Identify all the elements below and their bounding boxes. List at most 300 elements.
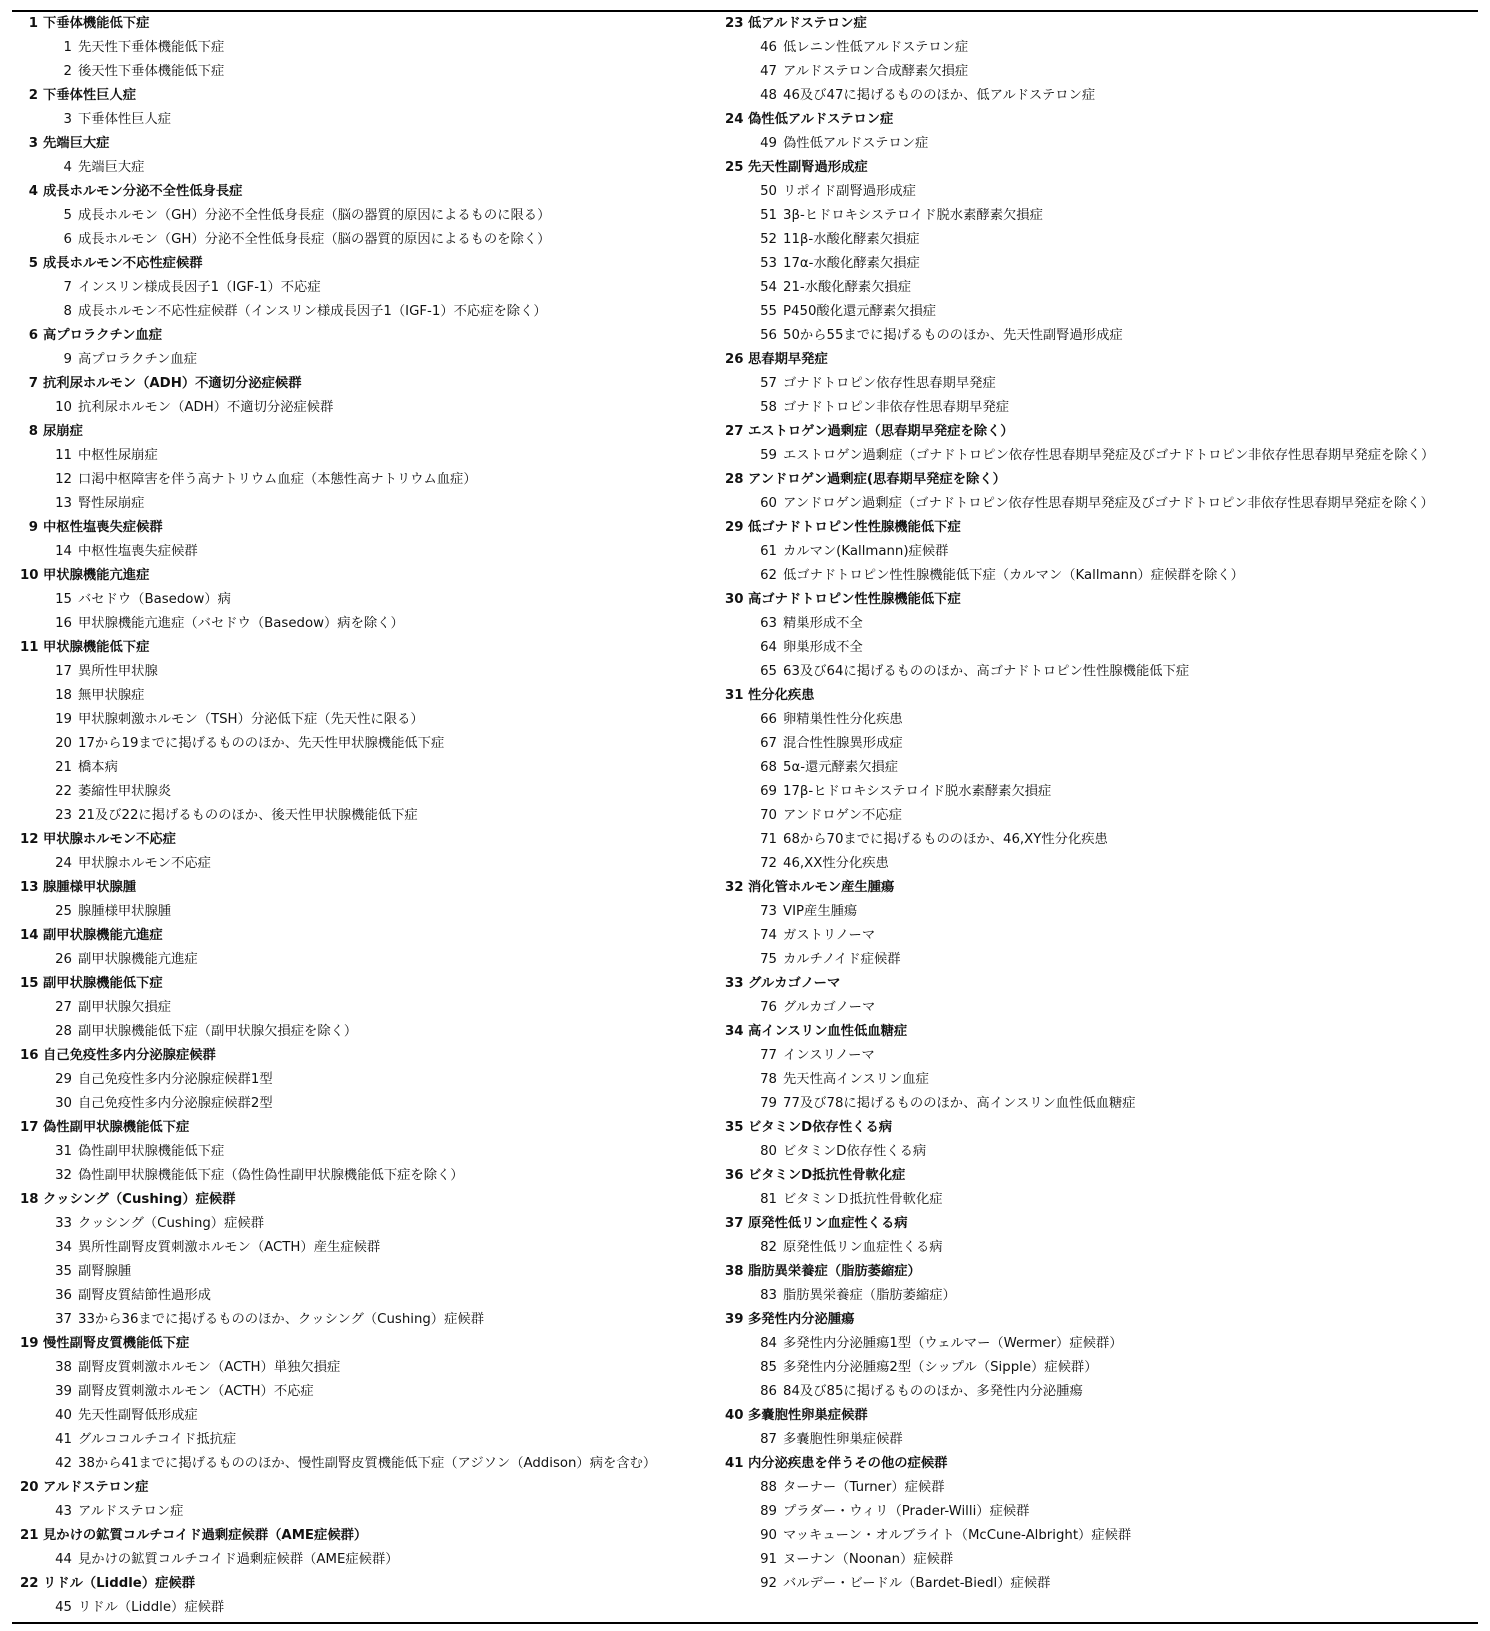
category-heading [725,108,1485,132]
category-heading [725,588,1485,612]
disease-item [20,660,720,684]
disease-name: 成長ホルモン不応性症候群（インスリン様成長因子1（IGF-1）不応症を除く） [78,304,547,319]
disease-number: 57 [760,376,777,391]
disease-number: 69 [760,784,777,799]
category-heading [20,1044,720,1068]
disease-name: 原発性低リン血症性くる病 [783,1240,943,1255]
disease-name: 84及び85に掲げるもののほか、多発性内分泌腫瘍 [783,1384,1083,1399]
disease-number: 77 [760,1048,777,1063]
category-heading [725,684,1485,708]
disease-number: 87 [760,1432,777,1447]
disease-name: 3β-ヒドロキシステロイド脱水素酵素欠損症 [783,208,1043,223]
disease-item [725,372,1485,396]
disease-item [20,1356,720,1380]
category-name: 抗利尿ホルモン（ADH）不適切分泌症候群 [43,376,302,391]
disease-number: 3 [63,112,72,127]
disease-number: 47 [760,64,777,79]
disease-number: 50 [760,184,777,199]
category-name: 成長ホルモン不応性症候群 [43,256,203,271]
category-name: 先天性副腎過形成症 [748,160,868,175]
category-name: クッシング（Cushing）症候群 [43,1192,236,1207]
disease-item [20,1308,720,1332]
disease-name: 低レニン性低アルドステロン症 [783,40,969,55]
disease-name: インスリノーマ [783,1048,875,1063]
disease-number: 55 [760,304,777,319]
category-number: 1 [28,16,38,31]
disease-item [20,156,720,180]
disease-item [20,348,720,372]
disease-item [725,1284,1485,1308]
disease-number: 39 [55,1384,72,1399]
disease-number: 5 [63,208,72,223]
disease-number: 74 [760,928,777,943]
category-name: 高プロラクチン血症 [43,328,163,343]
disease-item [20,684,720,708]
disease-number: 18 [55,688,72,703]
disease-name: 副腎皮質刺激ホルモン（ACTH）不応症 [78,1384,314,1399]
disease-name: 77及び78に掲げるもののほか、高インスリン血性低血糖症 [783,1096,1136,1111]
disease-name: グルカゴノーマ [783,1000,876,1015]
disease-number: 61 [760,544,777,559]
category-number: 34 [725,1024,744,1039]
category-heading [725,1452,1485,1476]
category-name: 低ゴナドトロピン性性腺機能低下症 [748,520,961,535]
disease-name: アンドロゲン不応症 [783,808,902,823]
category-heading [725,1116,1485,1140]
disease-number: 92 [760,1576,777,1591]
disease-number: 8 [63,304,72,319]
disease-number: 46 [760,40,777,55]
category-heading [725,12,1485,36]
disease-item [20,1380,720,1404]
category-heading [20,252,720,276]
disease-name: カルマン(Kallmann)症候群 [783,544,949,559]
disease-name: 後天性下垂体機能低下症 [78,64,225,79]
disease-name: 多発性内分泌腫瘍1型（ウェルマー（Wermer）症候群） [783,1336,1123,1351]
disease-item [725,1356,1485,1380]
category-heading [20,420,720,444]
disease-item [20,1068,720,1092]
disease-number: 16 [55,616,72,631]
category-number: 17 [20,1120,39,1135]
category-heading [725,1404,1485,1428]
category-number: 3 [28,136,38,151]
disease-item [20,804,720,828]
category-name: 性分化疾患 [748,688,815,703]
disease-item [20,276,720,300]
disease-item [20,228,720,252]
disease-item [20,60,720,84]
category-name: エストロゲン過剰症（思春期早発症を除く） [748,424,1014,439]
disease-item [725,780,1485,804]
disease-name: ヌーナン（Noonan）症候群 [783,1552,954,1567]
category-number: 33 [725,976,744,991]
disease-number: 27 [55,1000,72,1015]
disease-number: 42 [55,1456,72,1471]
right-column [725,12,1485,1596]
disease-item [725,1140,1485,1164]
disease-number: 48 [760,88,777,103]
category-heading [725,1308,1485,1332]
disease-name: 38から41までに掲げるもののほか、慢性副腎皮質機能低下症（アジソン（Addison）病を含む） [78,1456,657,1471]
disease-name: 先端巨大症 [78,160,145,175]
disease-item [20,1092,720,1116]
category-name: 下垂体性巨人症 [43,88,137,103]
disease-number: 84 [760,1336,777,1351]
disease-name: 橋本病 [78,760,118,775]
disease-number: 51 [760,208,777,223]
disease-number: 66 [760,712,777,727]
category-name: 偽性低アルドステロン症 [748,112,894,127]
disease-item [725,732,1485,756]
category-name: ビタミンD依存性くる病 [748,1120,893,1135]
category-heading [20,636,720,660]
category-name: 成長ホルモン分泌不全性低身長症 [43,184,243,199]
disease-name: クッシング（Cushing）症候群 [78,1216,264,1231]
disease-number: 19 [55,712,72,727]
disease-name: 11β-水酸化酵素欠損症 [783,232,920,247]
category-number: 9 [28,520,38,535]
disease-item [725,1500,1485,1524]
disease-name: 68から70までに掲げるもののほか、46,XY性分化疾患 [783,832,1108,847]
disease-name: 低ゴナドトロピン性性腺機能低下症（カルマン（Kallmann）症候群を除く） [783,568,1244,583]
disease-number: 34 [55,1240,72,1255]
category-heading [20,564,720,588]
disease-item [725,444,1485,468]
disease-item [725,36,1485,60]
disease-name: 異所性副腎皮質刺激ホルモン（ACTH）産生症候群 [78,1240,381,1255]
disease-name: 17から19までに掲げるもののほか、先天性甲状腺機能低下症 [78,736,445,751]
category-number: 38 [725,1264,744,1279]
category-name: アンドロゲン過剰症(思春期早発症を除く） [748,472,1006,487]
disease-number: 6 [63,232,72,247]
category-name: 多嚢胞性卵巣症候群 [748,1408,868,1423]
category-number: 40 [725,1408,744,1423]
disease-number: 59 [760,448,777,463]
disease-name: 17α-水酸化酵素欠損症 [783,256,920,271]
disease-name: 自己免疫性多内分泌腺症候群2型 [78,1096,273,1111]
disease-number: 22 [55,784,72,799]
disease-item [20,1596,720,1620]
category-number: 12 [20,832,39,847]
disease-item [725,708,1485,732]
disease-item [725,1332,1485,1356]
disease-item [725,180,1485,204]
disease-name: 下垂体性巨人症 [78,112,172,127]
disease-name: 甲状腺ホルモン不応症 [78,856,211,871]
disease-name: 精巣形成不全 [783,616,863,631]
category-heading [725,468,1485,492]
disease-item [20,1500,720,1524]
category-heading [725,516,1485,540]
category-number: 2 [28,88,38,103]
category-number: 18 [20,1192,39,1207]
category-number: 30 [725,592,744,607]
disease-number: 1 [63,40,72,55]
category-heading [20,324,720,348]
disease-item [725,1068,1485,1092]
category-number: 36 [725,1168,744,1183]
category-heading [20,84,720,108]
disease-name: アルドステロン症 [78,1504,184,1519]
disease-number: 67 [760,736,777,751]
disease-item [725,1548,1485,1572]
category-number: 19 [20,1336,39,1351]
disease-item [20,444,720,468]
category-name: 脂肪異栄養症（脂肪萎縮症） [748,1264,921,1279]
category-number: 13 [20,880,39,895]
disease-name: 33から36までに掲げるもののほか、クッシング（Cushing）症候群 [78,1312,484,1327]
disease-number: 20 [55,736,72,751]
category-name: 高インスリン血性低血糖症 [748,1024,908,1039]
disease-name: 高プロラクチン血症 [78,352,198,367]
disease-number: 11 [55,448,72,463]
disease-number: 82 [760,1240,777,1255]
disease-name: ゴナドトロピン依存性思春期早発症 [783,376,996,391]
category-name: リドル（Liddle）症候群 [43,1576,196,1591]
disease-name: グルココルチコイド抵抗症 [78,1432,237,1447]
disease-name: 見かけの鉱質コルチコイド過剰症候群（AME症候群） [78,1552,399,1567]
category-heading [20,132,720,156]
disease-number: 49 [760,136,777,151]
disease-name: 成長ホルモン（GH）分泌不全性低身長症（脳の器質的原因によるものに限る） [78,208,551,223]
category-number: 26 [725,352,744,367]
disease-name: バセドウ（Basedow）病 [78,592,231,607]
category-name: 偽性副甲状腺機能低下症 [43,1120,190,1135]
disease-number: 90 [760,1528,777,1543]
disease-item [20,1236,720,1260]
category-number: 22 [20,1576,39,1591]
disease-number: 76 [760,1000,777,1015]
disease-item [725,996,1485,1020]
disease-item [725,1428,1485,1452]
disease-number: 13 [55,496,72,511]
disease-item [20,1548,720,1572]
category-heading [725,876,1485,900]
category-name: 副甲状腺機能低下症 [43,976,163,991]
category-name: 思春期早発症 [748,352,828,367]
disease-item [20,1140,720,1164]
disease-item [725,300,1485,324]
category-name: 尿崩症 [43,424,83,439]
category-heading [20,1188,720,1212]
category-name: 甲状腺ホルモン不応症 [43,832,176,847]
disease-number: 83 [760,1288,777,1303]
disease-number: 71 [760,832,777,847]
disease-item [20,1404,720,1428]
category-heading [20,372,720,396]
category-heading [20,1332,720,1356]
disease-number: 79 [760,1096,777,1111]
disease-item [20,396,720,420]
disease-item [725,948,1485,972]
disease-name: エストロゲン過剰症（ゴナドトロピン依存性思春期早発症及びゴナドトロピン非依存性思春期早発症を除く） [783,448,1435,463]
category-name: 消化管ホルモン産生腫瘍 [748,880,895,895]
category-number: 25 [725,160,744,175]
category-name: アルドステロン症 [43,1480,149,1495]
disease-number: 81 [760,1192,777,1207]
disease-item [725,1236,1485,1260]
disease-number: 17 [55,664,72,679]
disease-name: 中枢性塩喪失症候群 [78,544,198,559]
category-number: 24 [725,112,744,127]
disease-number: 25 [55,904,72,919]
category-name: 中枢性塩喪失症候群 [43,520,163,535]
disease-number: 80 [760,1144,777,1159]
disease-item [725,60,1485,84]
category-name: 甲状腺機能亢進症 [43,568,150,583]
disease-number: 32 [55,1168,72,1183]
disease-name: 50から55までに掲げるもののほか、先天性副腎過形成症 [783,328,1123,343]
disease-number: 73 [760,904,777,919]
category-number: 16 [20,1048,39,1063]
category-number: 6 [28,328,38,343]
disease-item [20,732,720,756]
category-number: 32 [725,880,744,895]
disease-number: 89 [760,1504,777,1519]
disease-name: 偽性副甲状腺機能低下症 [78,1144,225,1159]
disease-item [20,540,720,564]
disease-item [725,660,1485,684]
category-heading [20,1476,720,1500]
disease-item [20,708,720,732]
disease-number: 7 [63,280,72,295]
disease-number: 91 [760,1552,777,1567]
category-number: 39 [725,1312,744,1327]
category-number: 4 [28,184,38,199]
disease-number: 10 [55,400,72,415]
disease-item [725,252,1485,276]
disease-item [20,588,720,612]
disease-name: 多発性内分泌腫瘍2型（シップル（Sipple）症候群） [783,1360,1098,1375]
disease-number: 21 [55,760,72,775]
disease-name: 46,XX性分化疾患 [783,856,889,871]
category-number: 15 [20,976,39,991]
disease-item [725,228,1485,252]
disease-item [725,1476,1485,1500]
disease-item [20,852,720,876]
disease-item [725,636,1485,660]
disease-number: 65 [760,664,777,679]
disease-name: 副甲状腺欠損症 [78,1000,172,1015]
category-number: 8 [28,424,38,439]
disease-item [20,996,720,1020]
disease-item [20,36,720,60]
disease-number: 45 [55,1600,72,1615]
disease-name: 混合性性腺異形成症 [783,736,903,751]
category-heading [725,1212,1485,1236]
disease-name: 副甲状腺機能亢進症 [78,952,198,967]
disease-name: 口渇中枢障害を伴う高ナトリウム血症（本態性高ナトリウム血症） [78,472,477,487]
disease-item [725,84,1485,108]
category-name: 腺腫様甲状腺腫 [43,880,137,895]
disease-item [725,804,1485,828]
category-heading [20,828,720,852]
disease-name: 腺腫様甲状腺腫 [78,904,172,919]
category-number: 23 [725,16,744,31]
disease-name: ターナー（Turner）症候群 [783,1480,945,1495]
disease-number: 43 [55,1504,72,1519]
disease-item [725,276,1485,300]
disease-item [725,1524,1485,1548]
disease-number: 37 [55,1312,72,1327]
category-name: 見かけの鉱質コルチコイド過剰症候群（AME症候群） [43,1528,368,1543]
category-heading [725,1020,1485,1044]
disease-name: 先天性副腎低形成症 [78,1408,198,1423]
disease-name: アルドステロン合成酵素欠損症 [783,64,969,79]
category-number: 31 [725,688,744,703]
category-name: グルカゴノーマ [748,976,841,991]
disease-name: 卵精巣性性分化疾患 [783,712,903,727]
disease-item [725,492,1485,516]
disease-item [20,1452,720,1476]
disease-number: 28 [55,1024,72,1039]
disease-number: 33 [55,1216,72,1231]
disease-name: 副甲状腺機能低下症（副甲状腺欠損症を除く） [78,1024,358,1039]
disease-item [20,204,720,228]
category-name: 下垂体機能低下症 [43,16,150,31]
category-name: 高ゴナドトロピン性性腺機能低下症 [748,592,961,607]
disease-number: 63 [760,616,777,631]
disease-item [20,492,720,516]
disease-number: 38 [55,1360,72,1375]
disease-number: 12 [55,472,72,487]
disease-number: 52 [760,232,777,247]
category-heading [725,420,1485,444]
disease-name: インスリン様成長因子1（IGF-1）不応症 [78,280,321,295]
category-heading [20,876,720,900]
disease-name: 脂肪異栄養症（脂肪萎縮症） [783,1288,956,1303]
disease-name: 先天性下垂体機能低下症 [78,40,225,55]
disease-number: 58 [760,400,777,415]
disease-name: VIP産生腫瘍 [783,904,858,919]
disease-number: 24 [55,856,72,871]
category-heading [20,924,720,948]
category-number: 21 [20,1528,39,1543]
disease-name: 萎縮性甲状腺炎 [78,784,172,799]
category-heading [725,1164,1485,1188]
disease-name: 卵巣形成不全 [783,640,863,655]
disease-number: 2 [63,64,72,79]
disease-number: 70 [760,808,777,823]
disease-item [725,324,1485,348]
category-heading [20,12,720,36]
disease-number: 85 [760,1360,777,1375]
disease-item [20,300,720,324]
disease-name: 抗利尿ホルモン（ADH）不適切分泌症候群 [78,400,334,415]
category-number: 35 [725,1120,744,1135]
disease-number: 88 [760,1480,777,1495]
disease-number: 41 [55,1432,72,1447]
disease-item [20,612,720,636]
disease-item [20,1428,720,1452]
bottom-rule [12,1622,1478,1624]
disease-name: 無甲状腺症 [78,688,145,703]
disease-number: 54 [760,280,777,295]
disease-name: 中枢性尿崩症 [78,448,158,463]
category-name: 低アルドステロン症 [748,16,867,31]
disease-name: リポイド副腎過形成症 [783,184,916,199]
disease-item [725,612,1485,636]
category-number: 10 [20,568,39,583]
category-heading [20,1572,720,1596]
disease-name: バルデー・ビードル（Bardet-Biedl）症候群 [783,1576,1051,1591]
disease-number: 86 [760,1384,777,1399]
disease-item [20,948,720,972]
disease-name: 副腎皮質結節性過形成 [78,1288,211,1303]
category-name: 多発性内分泌腫瘍 [748,1312,855,1327]
category-number: 41 [725,1456,744,1471]
